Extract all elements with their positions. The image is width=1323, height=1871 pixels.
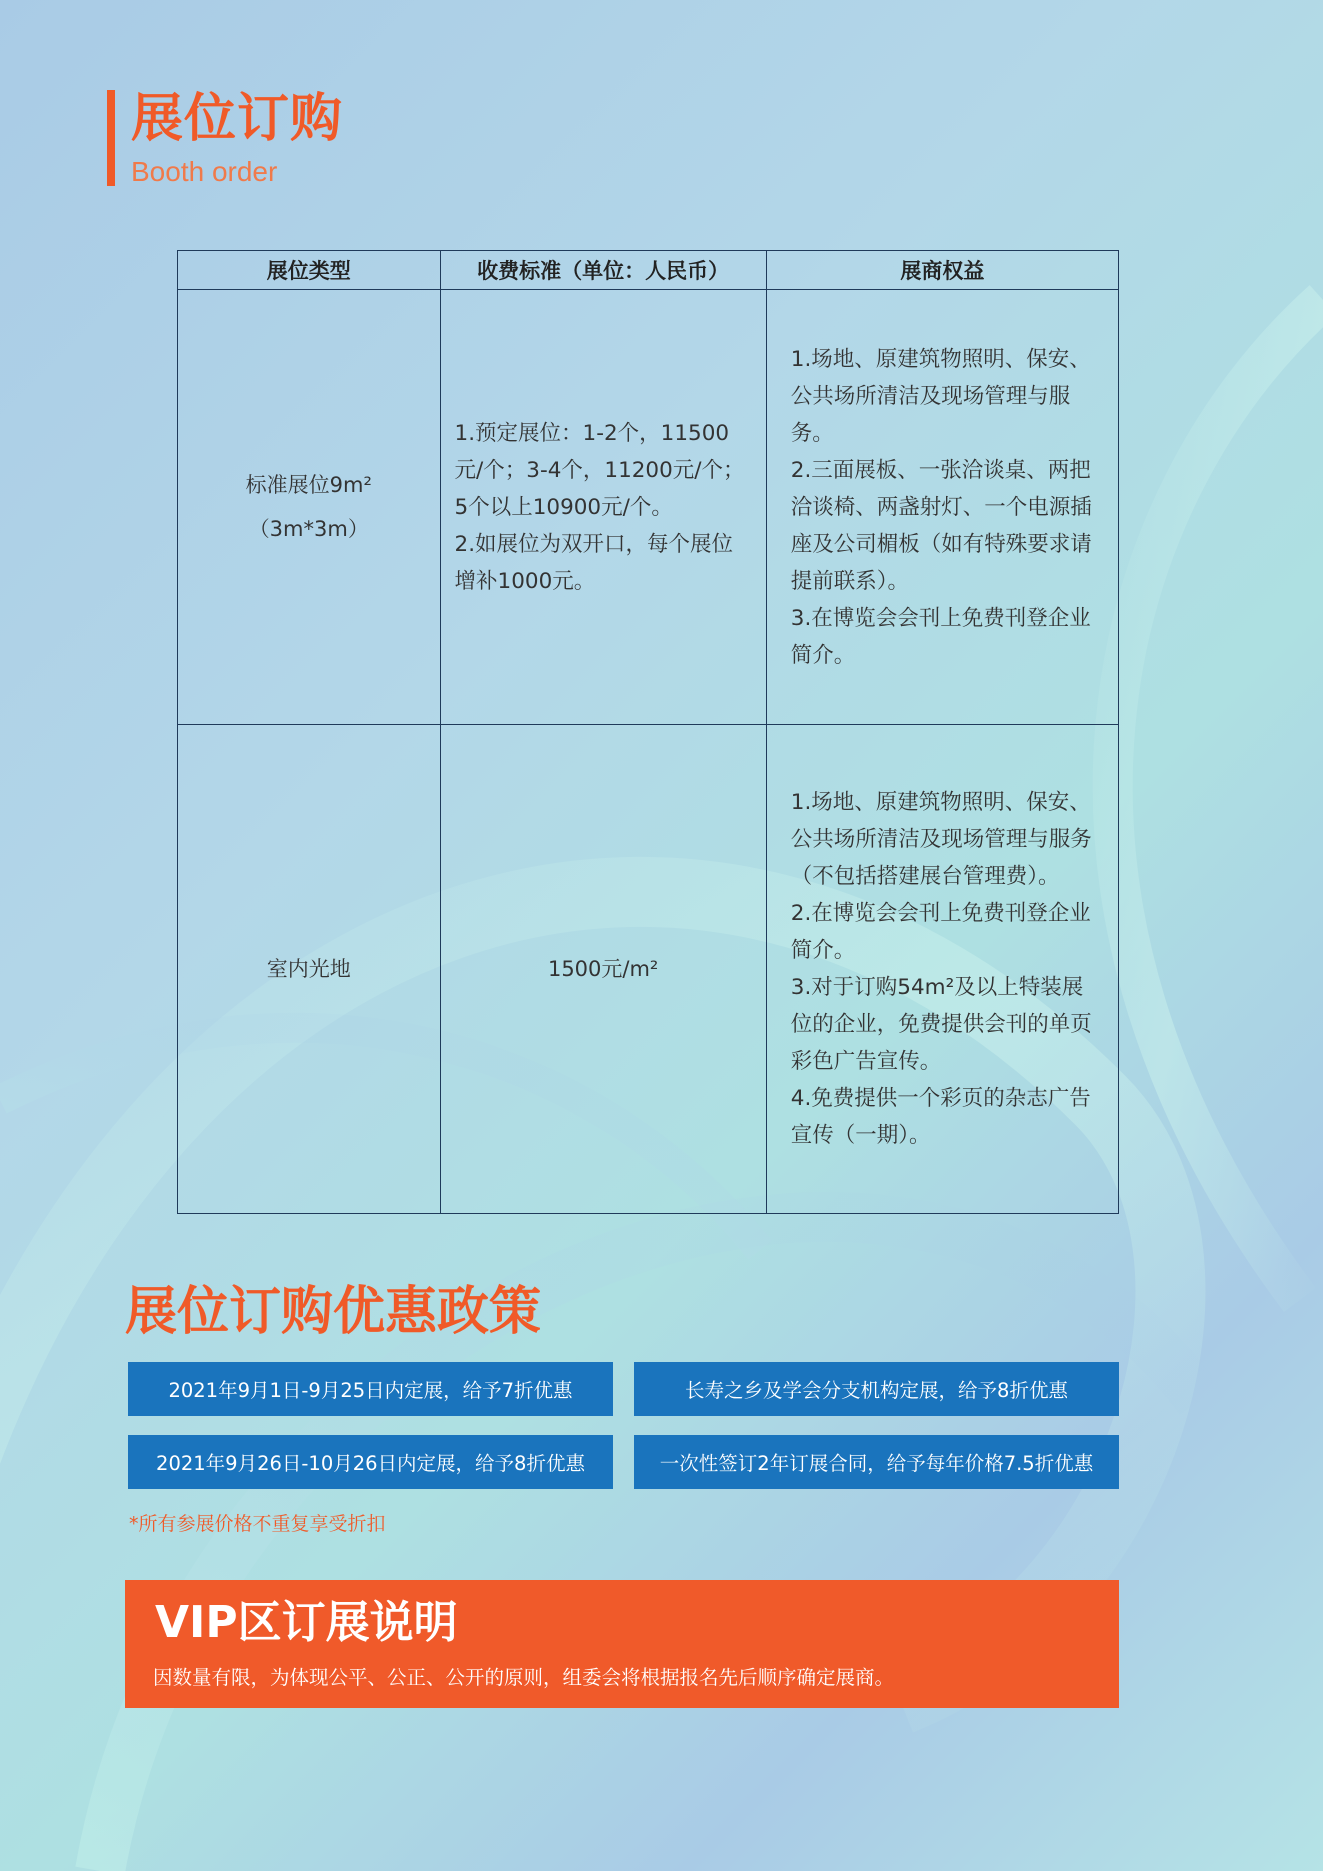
booth-pricing-table — [177, 250, 1119, 1214]
discount-item-branch-booking: 长寿之乡及学会分支机构定展，给予8折优惠 — [634, 1362, 1119, 1416]
table-row — [178, 290, 1119, 725]
discount-note: *所有参展价格不重复享受折扣 — [129, 1513, 386, 1535]
fee-line: 2.如展位为双开口，每个展位增补1000元。 — [454, 531, 734, 594]
page-title: 展位订购 — [131, 89, 344, 149]
booth-type-line: （3m*3m） — [248, 517, 369, 541]
column-header-benefits: 展商权益 — [766, 251, 1118, 290]
booth-type-cell — [178, 725, 441, 1214]
benefit-line: 3.对于订购54m²及以上特装展位的企业，免费提供会刊的单页彩色广告宣传。 — [790, 975, 1092, 1074]
benefit-line: 2.在博览会会刊上免费刊登企业简介。 — [790, 901, 1091, 963]
vip-section — [125, 1580, 1119, 1708]
benefit-line: 1.场地、原建筑物照明、保安、公共场所清洁及现场管理与服务。 — [790, 346, 1091, 446]
vip-title: VIP区订展说明 — [155, 1597, 458, 1648]
table-row — [178, 725, 1119, 1214]
column-header-type: 展位类型 — [178, 251, 441, 290]
fee-cell — [440, 290, 766, 725]
page-subtitle: Booth order — [131, 156, 278, 187]
title-accent-bar — [107, 90, 115, 186]
benefit-line: 4.免费提供一个彩页的杂志广告宣传（一期）。 — [790, 1086, 1091, 1148]
discount-item-early-booking: 2021年9月1日-9月25日内定展，给予7折优惠 — [128, 1362, 613, 1416]
booth-type-line: 室内光地 — [266, 957, 351, 981]
benefits-cell — [766, 725, 1118, 1214]
table-header-row — [178, 251, 1119, 290]
booth-type-cell — [178, 290, 441, 725]
vip-description: 因数量有限，为体现公平、公正、公开的原则，组委会将根据报名先后顺序确定展商。 — [153, 1666, 895, 1689]
fee-line: 1.预定展位：1-2个，11500元/个；3-4个，11200元/个； — [454, 420, 745, 483]
discount-item-two-year-contract: 一次性签订2年订展合同，给予每年价格7.5折优惠 — [634, 1435, 1119, 1489]
benefit-line: 3.在博览会会刊上免费刊登企业简介。 — [790, 605, 1091, 668]
benefit-line: 1.场地、原建筑物照明、保安、公共场所清洁及现场管理与服务（不包括搭建展台管理费）。 — [790, 790, 1092, 889]
booth-type-line: 标准展位9m² — [245, 473, 372, 497]
fee-line: 1500元/m² — [547, 957, 659, 981]
fee-line: 5个以上10900元/个。 — [454, 494, 673, 520]
column-header-fee: 收费标准（单位：人民币） — [440, 251, 766, 290]
benefits-cell — [766, 290, 1118, 725]
discount-item-late-booking: 2021年9月26日-10月26日内定展，给予8折优惠 — [128, 1435, 613, 1489]
benefit-line: 2.三面展板、一张洽谈桌、两把洽谈椅、两盏射灯、一个电源插座及公司楣板（如有特殊要求请提前联系）。 — [790, 457, 1092, 594]
fee-cell — [440, 725, 766, 1214]
discount-policy-title: 展位订购优惠政策 — [125, 1282, 542, 1342]
